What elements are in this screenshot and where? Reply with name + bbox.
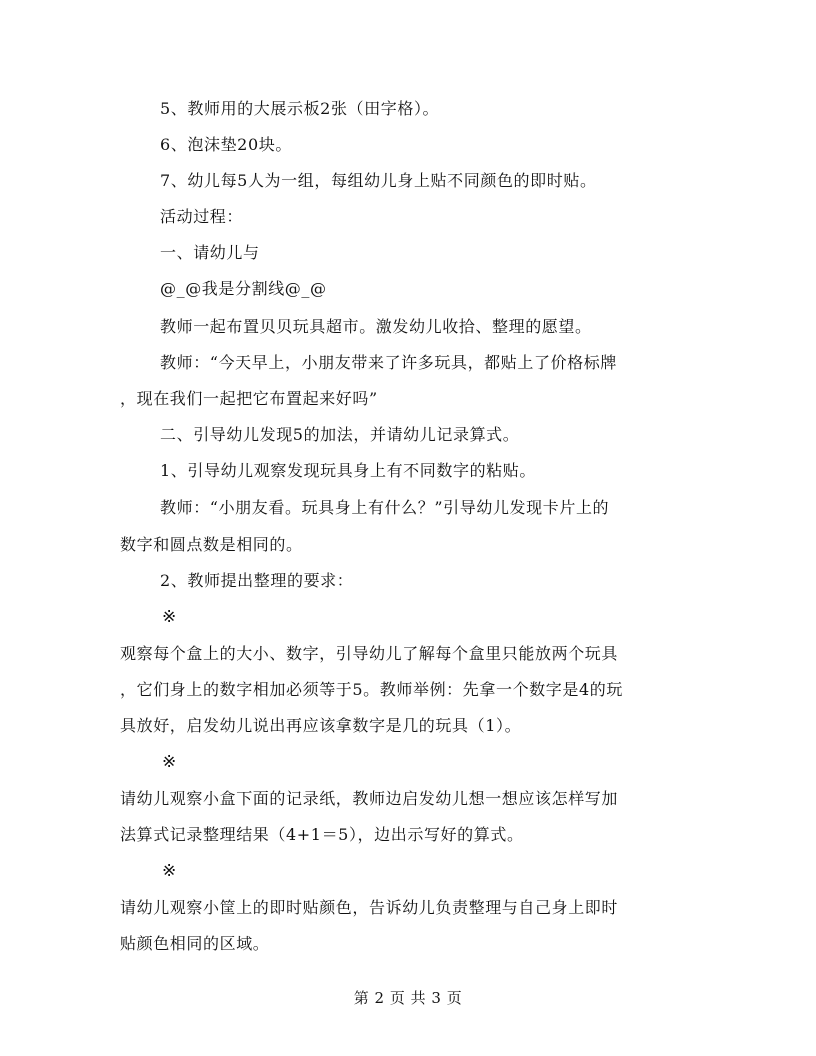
paragraph-line: 观察每个盒上的大小、数字，引导幼儿了解每个盒里只能放两个玩具: [120, 644, 619, 663]
reference-mark-icon: ※: [162, 752, 177, 772]
paragraph-line: ，现在我们一起把它布置起来好吗”: [120, 389, 378, 408]
paragraph-line: 具放好，启发幼儿说出再应该拿数字是几的玩具（1）。: [120, 716, 522, 735]
list-item-7: 7、幼儿每5人为一组，每组幼儿身上贴不同颜色的即时贴。: [160, 171, 597, 190]
footer-middle: 页 共: [389, 989, 427, 1007]
page-footer: [0, 988, 816, 1008]
paragraph-line: 教师：“小朋友看。玩具身上有什么？”引导幼儿发现卡片上的: [160, 498, 610, 517]
paragraph-line: 法算式记录整理结果（4+1＝5），边出示写好的算式。: [120, 825, 524, 844]
reference-mark-icon: ※: [162, 607, 177, 627]
paragraph-line: 贴颜色相同的区域。: [120, 934, 270, 953]
paragraph-line: 教师一起布置贝贝玩具超市。激发幼儿收拾、整理的愿望。: [160, 317, 592, 336]
step-one-heading: 一、请幼儿与: [160, 243, 260, 262]
list-item-5: 5、教师用的大展示板2张（田字格）。: [160, 99, 440, 118]
footer-prefix: 第: [353, 989, 370, 1007]
list-item-6: 6、泡沫垫20块。: [160, 135, 292, 154]
paragraph-line: 教师：“今天早上，小朋友带来了许多玩具，都贴上了价格标牌: [160, 353, 617, 372]
paragraph-line: 请幼儿观察小盒下面的记录纸，教师边启发幼儿想一想应该怎样写加: [120, 789, 619, 808]
reference-mark-icon: ※: [162, 861, 177, 881]
footer-suffix: 页: [446, 989, 463, 1007]
separator-text: @_@我是分割线@_@: [160, 279, 327, 298]
paragraph-line: 2、教师提出整理的要求：: [160, 571, 354, 590]
step-two-heading: 二、引导幼儿发现5的加法，并请幼儿记录算式。: [160, 425, 520, 444]
section-heading: 活动过程：: [160, 207, 244, 226]
paragraph-line: ，它们身上的数字相加必须等于5。教师举例：先拿一个数字是4的玩: [120, 680, 623, 699]
paragraph-line: 请幼儿观察小筐上的即时贴颜色，告诉幼儿负责整理与自己身上即时: [120, 898, 619, 917]
current-page-number: 2: [374, 989, 385, 1007]
total-pages-number: 3: [431, 989, 442, 1007]
paragraph-line: 1、引导幼儿观察发现玩具身上有不同数字的粘贴。: [160, 461, 536, 480]
paragraph-line: 数字和圆点数是相同的。: [120, 535, 303, 554]
